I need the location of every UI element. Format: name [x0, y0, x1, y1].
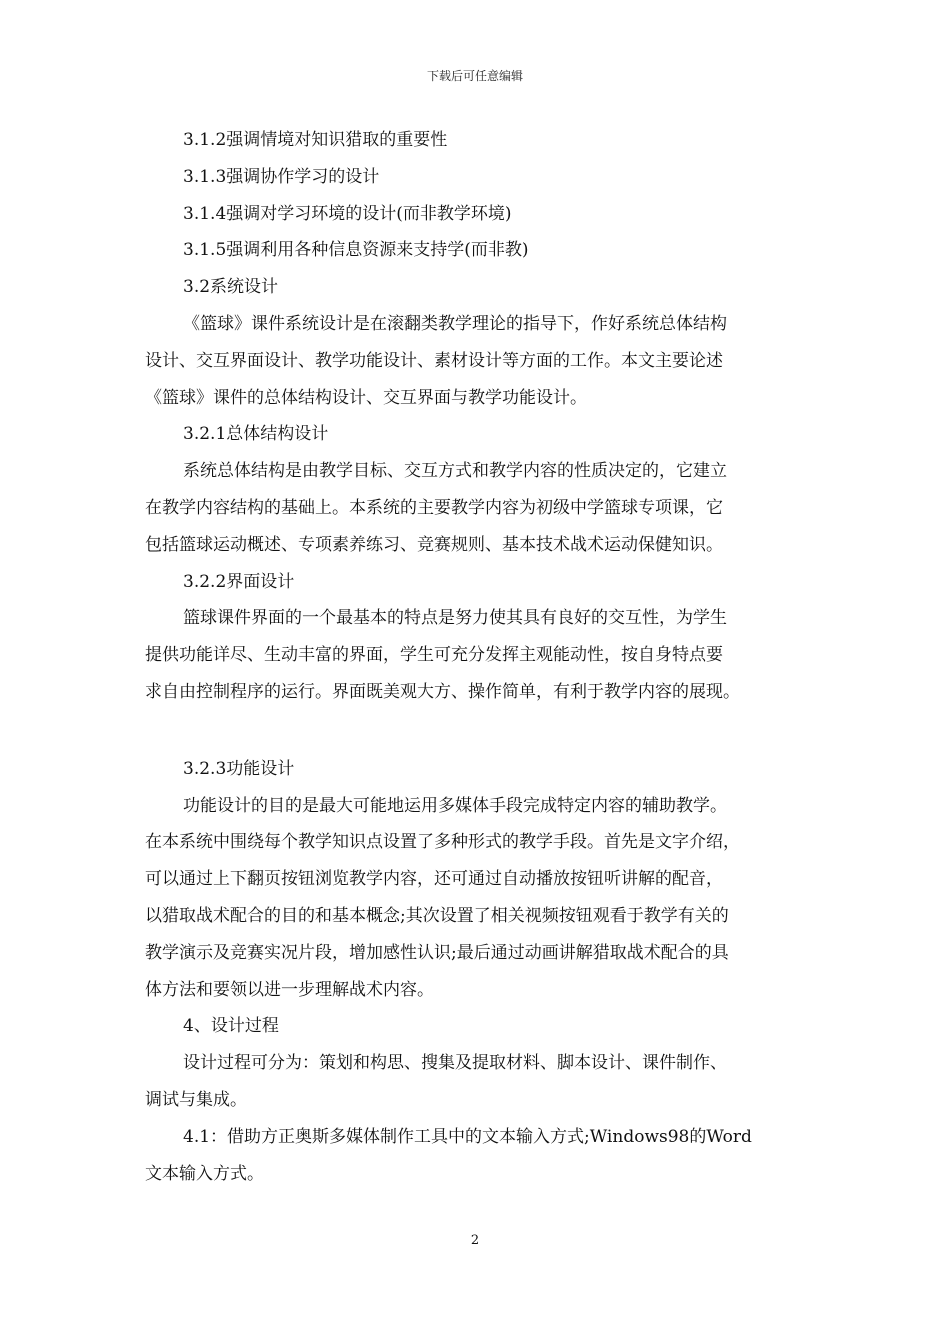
- paragraph-line: 在教学内容结构的基础上。本系统的主要教学内容为初级中学篮球专项课，它: [145, 497, 723, 518]
- paragraph-line: 系统总体结构是由教学目标、交互方式和教学内容的性质决定的，它建立: [183, 461, 727, 482]
- page-header: 下载后可任意编辑: [426, 69, 523, 83]
- paragraph-line: 4.1：借助方正奥斯多媒体制作工具中的文本输入方式;Windows98的Word: [183, 1126, 752, 1147]
- paragraph-line: 调试与集成。: [145, 1089, 247, 1110]
- heading-3-1-4: 3.1.4强调对学习环境的设计(而非教学环境): [183, 203, 512, 224]
- paragraph-line: 在本系统中围绕每个教学知识点设置了多种形式的教学手段。首先是文字介绍，: [145, 832, 740, 853]
- paragraph-line: 求自由控制程序的运行。界面既美观大方、操作简单，有利于教学内容的展现。: [145, 681, 740, 702]
- heading-3-2: 3.2系统设计: [183, 277, 279, 298]
- paragraph-line: 以猎取战术配合的目的和基本概念;其次设置了相关视频按钮观看于教学有关的: [145, 905, 729, 926]
- paragraph-line: 功能设计的目的是最大可能地运用多媒体手段完成特定内容的辅助教学。: [183, 795, 727, 816]
- paragraph-line: 《篮球》课件的总体结构设计、交互界面与教学功能设计。: [145, 387, 587, 408]
- document-body: [145, 122, 823, 1192]
- heading-3-1-3: 3.1.3强调协作学习的设计: [183, 166, 380, 187]
- paragraph-line: 《篮球》课件系统设计是在滚翻类教学理论的指导下，作好系统总体结构: [183, 313, 727, 334]
- heading-3-2-3: 3.2.3功能设计: [183, 758, 295, 779]
- paragraph-line: 提供功能详尽、生动丰富的界面，学生可充分发挥主观能动性，按自身特点要: [145, 645, 723, 666]
- heading-3-2-1: 3.2.1总体结构设计: [183, 424, 329, 445]
- paragraph-line: 可以通过上下翻页按钮浏览教学内容，还可通过自动播放按钮听讲解的配音，: [145, 869, 723, 890]
- heading-3-1-5: 3.1.5强调利用各种信息资源来支持学(而非教): [183, 240, 529, 261]
- paragraph-line: 文本输入方式。: [145, 1163, 264, 1184]
- heading-4: 4、设计过程: [183, 1016, 279, 1037]
- paragraph-line: 设计、交互界面设计、教学功能设计、素材设计等方面的工作。本文主要论述: [145, 350, 723, 371]
- paragraph-line: 体方法和要领以进一步理解战术内容。: [145, 979, 434, 1000]
- paragraph-line: 包括篮球运动概述、专项素养练习、竞赛规则、基本技术战术运动保健知识。: [145, 534, 723, 555]
- paragraph-line: 篮球课件界面的一个最基本的特点是努力使其具有良好的交互性，为学生: [183, 608, 727, 629]
- heading-3-2-2: 3.2.2界面设计: [183, 571, 295, 592]
- paragraph-line: 教学演示及竞赛实况片段，增加感性认识;最后通过动画讲解猎取战术配合的具: [145, 942, 729, 963]
- page-number: 2: [470, 1233, 480, 1248]
- heading-3-1-2: 3.1.2强调情境对知识猎取的重要性: [183, 130, 448, 150]
- paragraph-line: 设计过程可分为：策划和构思、搜集及提取材料、脚本设计、课件制作、: [183, 1053, 727, 1074]
- paragraph-gap: [145, 711, 823, 751]
